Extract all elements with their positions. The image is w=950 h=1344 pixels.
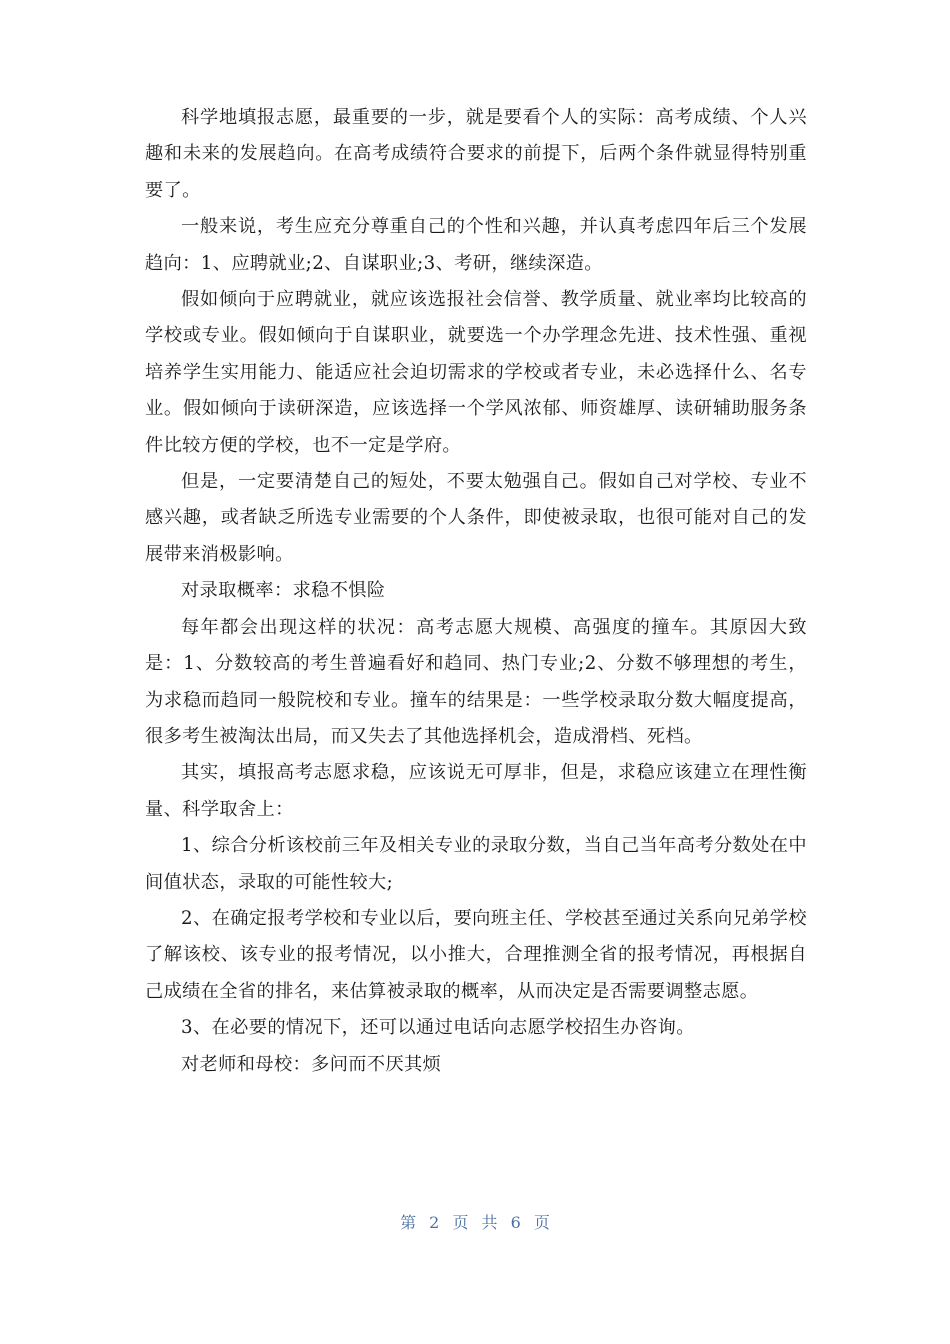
paragraph: 每年都会出现这样的状况：高考志愿大规模、高强度的撞车。其原因大致是：1、分数较高的考生普遍看好和趋同、热门专业;2、分数不够理想的考生，为求稳而趋同一般院校和专业。撞车的结果是：一些学校录取分数大幅度提高，很多考生被淘汰出局，而又失去了其他选择机会，造成滑档、死档。 <box>145 616 807 747</box>
document-body <box>145 100 807 1083</box>
page-number-footer: 第 2 页 共 6 页 <box>400 1213 550 1232</box>
paragraph: 一般来说，考生应充分尊重自己的个性和兴趣，并认真考虑四年后三个发展趋向：1、应聘就业;2、自谋职业;3、考研，继续深造。 <box>145 216 807 274</box>
list-item: 2、在确定报考学校和专业以后，要向班主任、学校甚至通过关系向兄弟学校了解该校、该专业的报考情况，以小推大，合理推测全省的报考情况，再根据自己成绩在全省的排名，来估算被录取的概率，从而决定是否需要调整志愿。 <box>145 907 807 1002</box>
paragraph: 假如倾向于应聘就业，就应该选报社会信誉、教学质量、就业率均比较高的学校或专业。假如倾向于自谋职业，就要选一个办学理念先进、技术性强、重视培养学生实用能力、能适应社会迫切需求的学校或者专业，未必选择什么、名专业。假如倾向于读研深造，应该选择一个学风浓郁、师资雄厚、读研辅助服务条件比较方便的学校，也不一定是学府。 <box>145 289 807 456</box>
paragraph: 科学地填报志愿，最重要的一步，就是要看个人的实际：高考成绩、个人兴趣和未来的发展趋向。在高考成绩符合要求的前提下，后两个条件就显得特别重要了。 <box>145 107 807 201</box>
paragraph: 但是，一定要清楚自己的短处，不要太勉强自己。假如自己对学校、专业不感兴趣，或者缺乏所选专业需要的个人条件，即使被录取，也很可能对自己的发展带来消极影响。 <box>145 471 807 565</box>
paragraph: 其实，填报高考志愿求稳，应该说无可厚非，但是，求稳应该建立在理性衡量、科学取舍上： <box>145 762 807 820</box>
list-item: 3、在必要的情况下，还可以通过电话向志愿学校招生办咨询。 <box>181 1017 695 1039</box>
list-item: 1、综合分析该校前三年及相关专业的录取分数，当自己当年高考分数处在中间值状态，录取的可能性较大; <box>145 835 807 893</box>
section-heading: 对录取概率：求稳不惧险 <box>181 580 386 602</box>
section-heading: 对老师和母校：多问而不厌其烦 <box>181 1053 442 1075</box>
